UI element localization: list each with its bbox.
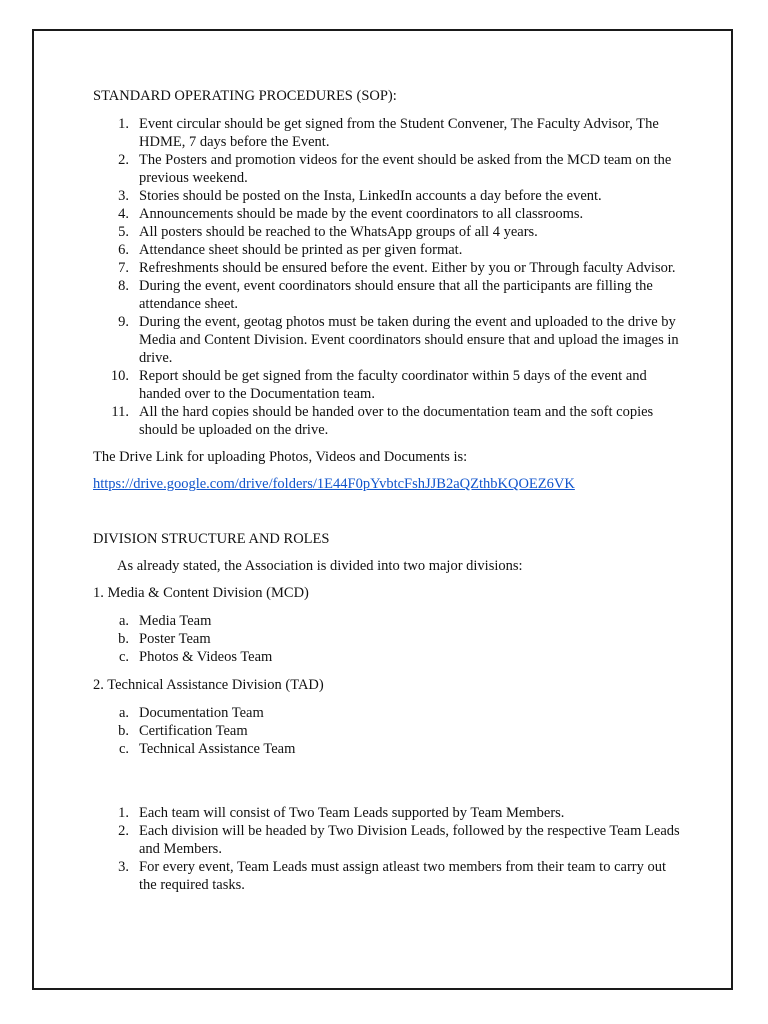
team-item-letter: a. [118,613,129,629]
sop-heading: STANDARD OPERATING PROCEDURES (SOP): [93,88,397,104]
team-item [93,612,683,630]
sop-item-text: During the event, event coordinators should ensure that all the participants are filling the attendance sheet. [139,278,653,312]
sop-item [93,223,683,241]
drive-link-label: The Drive Link for uploading Photos, Videos and Documents is: [93,449,468,465]
sop-item [93,241,683,259]
sop-item-number: 3. [118,188,129,204]
sop-item [93,277,683,313]
team-item [93,630,683,648]
sop-item-text: All posters should be reached to the WhatsApp groups of all 4 years. [139,224,538,240]
rule-item-text: Each division will be headed by Two Division Leads, followed by the respective Team Leads and Members. [139,823,680,857]
division-title-mcd: 1. Media & Content Division (MCD) [93,585,309,601]
team-item-text: Technical Assistance Team [139,741,296,757]
sop-item [93,151,683,187]
rule-item [93,858,683,894]
rule-item-number: 1. [118,805,129,821]
sop-item-text: Report should be get signed from the faculty coordinator within 5 days of the event and handed over to the Documentation team. [139,368,647,402]
rule-item [93,822,683,858]
sop-item-number: 10. [110,368,129,384]
sop-item-text: Stories should be posted on the Insta, LinkedIn accounts a day before the event. [139,188,602,204]
rule-item-number: 3. [118,859,129,875]
sop-item-number: 6. [118,242,129,258]
division-heading: DIVISION STRUCTURE AND ROLES [93,531,330,547]
division-intro: As already stated, the Association is divided into two major divisions: [117,558,523,574]
sop-item [93,187,683,205]
team-item-letter: b. [118,723,129,739]
sop-item-number: 1. [118,116,129,132]
sop-item-number: 7. [118,260,129,276]
team-item-letter: b. [118,631,129,647]
tad-team-list [93,704,683,758]
team-rules-list [93,804,683,894]
sop-item-text: During the event, geotag photos must be taken during the event and uploaded to the drive by Media and Content Division. Event coordinators should ensure that and upload the images in drive. [139,314,679,366]
sop-item-text: All the hard copies should be handed over to the documentation team and the soft copies should be uploaded on the drive. [139,404,654,438]
team-item [93,704,683,722]
sop-item [93,313,683,367]
sop-item [93,403,683,439]
team-item-letter: c. [118,649,129,665]
sop-item-number: 11. [111,404,129,420]
rule-item-number: 2. [118,823,129,839]
mcd-team-list [93,612,683,666]
team-item-text: Photos & Videos Team [139,649,273,665]
team-item-text: Media Team [139,613,212,629]
sop-item-text: Event circular should be get signed from the Student Convener, The Faculty Advisor, The HDME, 7 days before the Event. [139,116,659,150]
sop-item [93,259,683,277]
team-item-text: Documentation Team [139,705,264,721]
rule-item-text: Each team will consist of Two Team Leads supported by Team Members. [139,805,565,821]
sop-item-number: 8. [118,278,129,294]
team-item-letter: a. [118,705,129,721]
team-item [93,648,683,666]
sop-item-number: 9. [118,314,129,330]
drive-link[interactable]: https://drive.google.com/drive/folders/1E44F0pYvbtcFshJJB2aQZthbKQOEZ6VK [93,476,575,492]
sop-item-text: Announcements should be made by the event coordinators to all classrooms. [139,206,584,222]
team-item-text: Poster Team [139,631,211,647]
rule-item [93,804,683,822]
document-content [93,87,683,894]
sop-item [93,115,683,151]
sop-item [93,367,683,403]
team-item [93,722,683,740]
team-item [93,740,683,758]
sop-item-text: Attendance sheet should be printed as per given format. [139,242,463,258]
sop-list [93,115,683,439]
sop-item-number: 2. [118,152,129,168]
rule-item-text: For every event, Team Leads must assign atleast two members from their team to carry out the required tasks. [139,859,667,893]
sop-item [93,205,683,223]
sop-item-number: 4. [118,206,129,222]
team-item-text: Certification Team [139,723,248,739]
team-item-letter: c. [118,741,129,757]
sop-item-text: Refreshments should be ensured before the event. Either by you or Through faculty Advisor. [139,260,676,276]
sop-item-number: 5. [118,224,129,240]
division-title-tad: 2. Technical Assistance Division (TAD) [93,677,324,693]
sop-item-text: The Posters and promotion videos for the event should be asked from the MCD team on the previous weekend. [139,152,672,186]
